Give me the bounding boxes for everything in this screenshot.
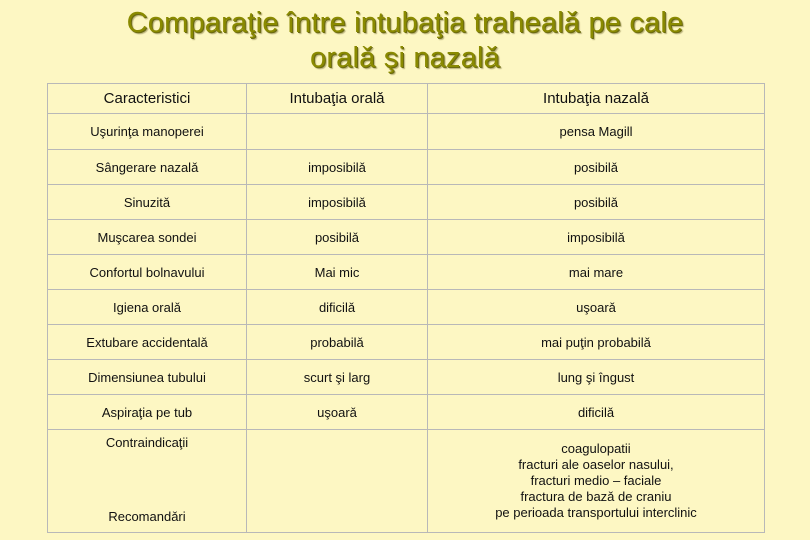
row-nasal-value: posibilǎ (428, 150, 765, 185)
row-nasal-value: pensa Magill (428, 114, 765, 150)
title-line-1: Comparaţie între intubaţia trahealǎ pe cale (126, 7, 684, 39)
row-characteristic: Sinuzitǎ (48, 185, 247, 220)
row-nasal-value: posibilǎ (428, 185, 765, 220)
header-characteristics: Caracteristici (48, 84, 247, 114)
row-nasal-value: mai puţin probabilǎ (428, 325, 765, 360)
table-header-row (48, 84, 765, 114)
row-nasal-value: lung şi îngust (428, 360, 765, 395)
row-characteristic: Uşurinţa manoperei (48, 114, 247, 150)
row-nasal-value: mai mare (428, 255, 765, 290)
contraindications-label: Contraindicaţii (105, 435, 189, 450)
recommendations-label: Recomandǎri (108, 509, 186, 524)
row-characteristic: Confortul bolnavului (48, 255, 247, 290)
row-oral-value (247, 114, 428, 150)
table-row (48, 290, 765, 325)
row-nasal-value: uşoarǎ (428, 290, 765, 325)
table-row (48, 255, 765, 290)
nasal-list-item: fractura de bazǎ de craniu (520, 489, 672, 504)
comparison-table (47, 83, 765, 533)
table-row (48, 220, 765, 255)
header-oral-intubation: Intubaţia oralǎ (247, 84, 428, 114)
table-row (48, 395, 765, 430)
row-oral-value: imposibilǎ (247, 150, 428, 185)
row-characteristic-stack (48, 430, 247, 533)
row-characteristic: Igiena oralǎ (48, 290, 247, 325)
row-oral-value: scurt şi larg (247, 360, 428, 395)
characteristic-stack (48, 431, 246, 531)
nasal-list-item: fracturi ale oaselor nasului, (518, 457, 674, 472)
row-nasal-value-list (428, 430, 765, 533)
row-characteristic: Aspiraţia pe tub (48, 395, 247, 430)
nasal-list (428, 431, 764, 531)
table-row (48, 185, 765, 220)
row-characteristic: Extubare accidentalǎ (48, 325, 247, 360)
table-row (48, 360, 765, 395)
row-oral-value: dificilǎ (247, 290, 428, 325)
row-characteristic: Muşcarea sondei (48, 220, 247, 255)
table-row (48, 325, 765, 360)
slide-title (0, 6, 810, 76)
nasal-list-item: fracturi medio – faciale (530, 473, 662, 488)
row-oral-value: uşoarǎ (247, 395, 428, 430)
table-row-contraindications (48, 430, 765, 533)
nasal-list-item: pe perioada transportului interclinic (495, 505, 697, 520)
row-nasal-value: imposibilǎ (428, 220, 765, 255)
table-row (48, 150, 765, 185)
row-oral-value: posibilǎ (247, 220, 428, 255)
row-oral-value: Mai mic (247, 255, 428, 290)
table-row (48, 114, 765, 150)
row-characteristic: Dimensiunea tubului (48, 360, 247, 395)
nasal-list-item: coagulopatii (561, 441, 631, 456)
row-nasal-value: dificilǎ (428, 395, 765, 430)
header-nasal-intubation: Intubaţia nazalǎ (428, 84, 765, 114)
title-line-2: oralǎ şi nazalǎ (310, 42, 500, 74)
row-oral-value: probabilǎ (247, 325, 428, 360)
row-oral-value: imposibilǎ (247, 185, 428, 220)
row-characteristic: Sângerare nazalǎ (48, 150, 247, 185)
row-oral-value (247, 430, 428, 533)
